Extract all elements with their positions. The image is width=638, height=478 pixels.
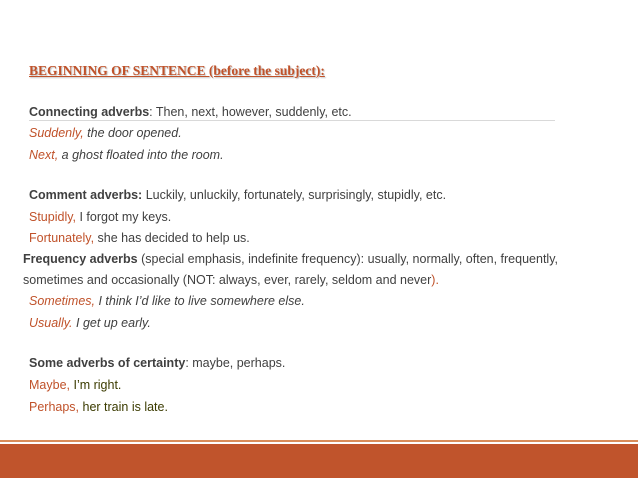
connecting-adverbs-label: Connecting adverbs — [29, 105, 150, 119]
frequency-adverbs-text-1: (special emphasis, indefinite frequency): usually, normally, often, frequently, — [137, 252, 558, 266]
example-rest: I get up early. — [72, 316, 151, 330]
example-adverb: Maybe, — [29, 378, 70, 392]
comment-adverbs-text: Luckily, unluckily, fortunately, surprisingly, stupidly, etc. — [142, 188, 447, 202]
frequency-adverbs-label: Frequency adverbs — [23, 252, 138, 266]
section-heading: BEGINNING OF SENTENCE (before the subject): — [29, 63, 325, 78]
comment-adverbs-label: Comment adverbs: — [29, 188, 143, 202]
comment-adverbs-line — [29, 187, 446, 203]
frequency-adverbs-line-1 — [23, 251, 558, 267]
example-rest: the door opened. — [83, 126, 182, 140]
connecting-adverbs-line — [29, 104, 352, 120]
example-suddenly — [29, 125, 182, 141]
example-rest: I’m right. — [70, 378, 122, 392]
example-perhaps — [29, 399, 168, 415]
example-fortunately — [29, 230, 250, 246]
example-adverb: Usually. — [29, 316, 73, 330]
frequency-adverbs-line-2 — [23, 272, 439, 288]
example-rest: her train is late. — [79, 400, 168, 414]
example-next — [29, 147, 224, 163]
example-maybe — [29, 377, 121, 393]
example-adverb: Fortunately, — [29, 231, 95, 245]
example-adverb: Stupidly, — [29, 210, 77, 224]
example-adverb: Perhaps, — [29, 400, 80, 414]
example-rest: a ghost floated into the room. — [58, 148, 224, 162]
example-rest: I think I’d like to live somewhere else. — [95, 294, 305, 308]
example-adverb: Next, — [29, 148, 59, 162]
example-sometimes — [29, 293, 305, 309]
certainty-adverbs-text: : maybe, perhaps. — [185, 356, 286, 370]
frequency-adverbs-text-end: ). — [431, 273, 439, 287]
frequency-adverbs-text-2: sometimes and occasionally (NOT: always, ever, rarely, seldom and never — [23, 273, 432, 287]
example-adverb: Suddenly, — [29, 126, 84, 140]
divider — [29, 120, 555, 121]
example-rest: I forgot my keys. — [76, 210, 172, 224]
footer-bar — [0, 444, 638, 478]
connecting-adverbs-text: : Then, next, however, suddenly, etc. — [149, 105, 352, 119]
example-usually — [29, 315, 151, 331]
certainty-adverbs-label: Some adverbs of certainty — [29, 356, 186, 370]
footer-divider — [0, 440, 638, 442]
example-rest: she has decided to help us. — [94, 231, 250, 245]
example-adverb: Sometimes, — [29, 294, 95, 308]
example-stupidly — [29, 209, 171, 225]
certainty-adverbs-line — [29, 355, 285, 371]
